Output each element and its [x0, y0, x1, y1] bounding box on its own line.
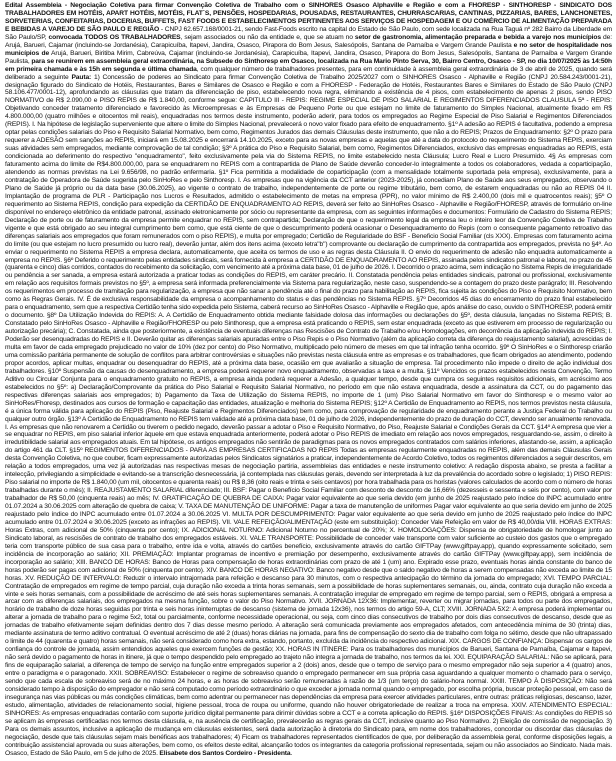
notice-hospitality: e no setor de hospitalidade nos municípios de — [5, 41, 613, 57]
notice-title: Edital Assembleia - Negociação Coletiva para firmar Convenção Coletiva de Trabalho com o SINHORES Osasco Alphaville e Região e com a FHORESP - SINTHORESP - SINDICATO DOS TRABALHADORES EM HOTÉIS, APART HOTÉIS, MOTÉIS, FLAT´S, PENSÕES, HOSPEDARIAS, POUSADAS, RESTAURANTES, CHURRASCARIAS, CANTINAS, PIZZARIAS, BARES, LANCHONETES, SORVETERIAS, CONFEITARIAS, DOCERIAS, BUFFETS, FAST FOODS E ESTABELECIMENTOS PERTINENTES AOS SERVIÇOS DE HOSPEDAGEM E OU COMÉRCIO DE ALIMENTAÇÃO PREPARADA E BEBIDAS A VAREJO DE SÃO PAULO E REGIÃO — [5, 2, 612, 33]
notice-sector: setor de gastronomia, alimentação preparada e bebida a varejo nos municípios — [354, 33, 601, 41]
notice-agenda-label: Pauta: — [71, 73, 92, 81]
assembly-notice — [5, 2, 612, 758]
notice-meeting: para se reunirem em assembleia geral extraordinária, na Subsede do Sinthoresp em Osasco, localizada na Rua Mario Pinto Serva, 30, Bairro Centro, Osasco - SP, no dia 10/07/2025 às 14:50h em primeira chamada e às 15h em segunda e última chamada — [5, 57, 612, 73]
notice-intro: - CNPJ 62.657.168/0001-21, sendo Fast-Foods escrito na capital do Estado de São Paulo, com sede localizada na Rua Taguá nº 282 Bairro da Liberdade em São Paulo/SP, — [5, 25, 612, 41]
notice-body: 1) Concessão de poderes ao Sindicato para firmar Convenção Coletiva de Trabalho 2025/2027 com o SINHORES Osasco - Alphaville e Região (CNPJ 20.584.243/0001-21), designação figurado do Sindicato de Hotéis, Restaurantes, Bares e Similares de Osasco e Região e com a FHORESP - Federação de Hotéis, Restaurantes Bares e Similares do Estado de São Paulo (CNPJ 58.106.477/0001-12), aprofundando as cláusulas que tratam da diferenciação de piso, estabelecendo nova regra, eliminando a existência de 4 pisos, com estabelecimento de apenas 2 pisos, sendo PISO NORMATIVO de R$ 2.090,00 e PISO REPIS de R$ 1.840,00, conforme segue: CAPITULO III - REPIS: REGIME ESPECIAL DE PISO SALARIAL E REGIMENTOS DIFERENCIADOS CLAUSULA 5ª - REPIS: Objetivando conceder tratamento diferenciado e favorecido às Microempresas e às Empresas de Pequeno Porte ou que estejam no limite de faturamento do Simples Nacional, atualmente fixado em R$ 4.800.000,00 (quatro milhões e oitocentos mil reais), enquadradas nos termos deste instrumento, poderão aderir, para todos os empregados ao Regime Especial de Piso Salarial e Regimentos Diferenciados (REPIS). I. Na hipótese de legislação superveniente que altere o limite do Simples Nacional, prevalecerá o novo valor fixado para efeito de enquadramento. §1º A adesão ao REPIS é facultativa, podendo a empresa optar pelas condições salariais do Piso e Requisito Salarial Normativo, bem como, Regimentos Jurados das demais Cláusulas deste instrumento, que não a do REPIS; Prazos de Enquadramento: §2º O prazo para requerer a ADESÃO sem sanções ao REPIS, iniciará em 15.08.2025 e encerrará 14.10.2025, exceto para as novas empresas e aquelas que até a data do protocolo do requerimento do Sistema REPIS, exerciam suas atividades sem empregados, mediante comprovação de tal condição; §3º A prática do Piso e Requisito Salarial, bem como, Regimentos Diferenciados, exclusivo das empresas enquadradas ao REPIS, está condicionada ao deferimento do respectivo "enquadramento", feito exclusivamente pela via do Sistema REPIS, no limite estabelecido nesta Cláusula; Lucro Real e Lucro Presumido. 4§ As empresas com faturamento acima do limite de R$4.800.000,00, para se enquadrarem no REPIS com a contrapartida de Plano de Saúde deverão conceder-lo integralmente a todos os colaboradores, vedada a coparticipação, atendendo as normas previstas na Lei 9.656/98, no padrão enfermaria. §1º Fica permitida a modalidade de coparticipação (com a mensalidade totalmente suportada pela empresa), exclusivamente, para a contratação de Operadora de Saúde sugerida pelo SinHoRes e pelo Sinthoresp. I. As empresas que na vigência da CCT anterior (2023-2025), já concediam Plano de Saúde aos seus empregados, observando o Plano de Saúde já próprio ou da data base (30.06.2025), ao vigente o contrato de trabalho, independentemente de porte ou regime tributário, bem como, de estarem enquadradas ou não ao REPIS 04 II. Implantação de programa de PLR - Participação nos Lucros e Resultados, admitido o estabelecimento de metas na empresa (PPR), no valor mínimo de R$ 2.400,00 (dois mil e quatrocentos reais); §5º O requerimento ao Sistema REPIS, condição para expedição da CERTIDÃO DE ENQUADRAMENTO AO REPIS, deverá ser feito ao SinHoRes Osasco - Alphaville e Região/FHORESP, através de formulário on-line disponível no endereço eletrônico da entidade patronal, assinado eletronicamente por sócio ou representante da empresa, com as seguintes informações e documentos: Formulário de Cadastro do Sistema REPIS; Declaração de porte ou de faturamento da empresa permite enquadrar no REPIS, sem contrapartida; Declaração de que o requerimento legal da empresa leu o inteiro teor da Convenção Coletiva de Trabalho vigente e que está obrigado ao seu integral cumprimento bem como, que está ciente de que o descumprimento poderá ocasionar o Desenquadramento do Repis (com o consequente pagamento retroativo das diferenças salariais aos empregados que foram remunerados com o piso REPIS), e multa por empregado; Certidão de Regularidade do BSF - Beneficio Social Familiar (cls XXX). Empresas com faturamento acima do limite (ou que estejam no lucro presumido ou lucro real), deverão juntar, além dos itens acima (exceto letra"b") comprovante ou declaração de cumprimento da contrapartida aos empregados, prevista no §4º. Ao enviar o requerimento no Sistema REPIS a empresa declara, automaticamente, que aceita os termos de uso e as regras desta Cláusula II. O envio do requerimento de adesão não enquadra automaticamente a empresa no REPIS. §6º Deferido o requerimento pelas entidades sindicais, será fornecida à empresa a CERTIDÃO DE ENQUADRAMENTO AO REPIS, assinada pelos sindicatos patronal e laboral, no prazo de 45 (quarenta e cinco) dias corridos, contados do recebimento da solicitação, com vencimento até a próxima data base, 01 de julho de 2026. I. Decorrido o prazo acima, sem indicação no Sistema Repis de irregularidade ou pendência a ser sanada, a empresa estará autorizada a praticar todas as condições do REPIS, em caráter precário. II. Constatada pendência pelas entidades sindicais, patronal ou profissional, exclusivamente em relação aos requisitos formais previstos no §5º, a empresa será informada preferencialmente via Sistema para regularização, neste caso, suspendendo-se a contagem do prazo deste parágrafo; III. Resolvendo os requerimentos em processo de tramitação para regularização, a empresa que não sanar a pendência até o final do prazo para habilitação ao REPIS, fica sujeita às condições do Piso e Requisito Normativo, bem como às Regras Gerais. IV. É de exclusiva responsabilidade da empresa o acompanhamento do status e das pendências no Sistema REPIS. §7º Decorridos 45 dias do encerramento do prazo final estabelecido para o enquadramento, sem que a respectiva Certidão tenha sido expedida pelo Sistema, caberá recurso ao SinHoRes Osasco - Alphaville e Região que, após análise do caso, ouvido o SINTHORESP, poderá emitir o documento. §8º Da Utilização Indevida do REPIS: A. A Certidão de Enquadramento obtida mediante falsidade dolosa das informações ou declarações do §5º, desta cláusula, lançadas no Sistema REPIS; B. Constatado pelo SinHoRes Osasco - Alphaville e Região/FHORESP ou pelo Sinthoresp, que a empresa está praticando o REPIS, sem estar enquadrada (exceto as que estiverem em processo de regularização ou autorização precária); C. Constatada, ainda que posteriormente, a existência de eventuais diferenças nas Rescisões de Contrato de Trabalho e/ou Homologações, em decorrência da aplicação indevida do REPIS; I. Poderão ser desenquadradas do REPIS e II. Deverão quitar as diferenças salariais apuradas entre o Piso Repis e o Piso Normativo (além da aplicação correta da diferença do reajustamento salarial), acrescidas de multa em favor de cada empregado prejudicado no valor de 10% (dez por cento) do Piso Normativo, multiplicado pelo número de meses em que tal infração tenha ocorrido. §9º O SinHoRes e o Sinthoresp criarão uma comissão paritária permanente de solução de conflitos para arbitrar controvérsias e situações não previstas nesta cláusula entre as empresas e os trabalhadores, que ficam obrigados ao atendimento, podendo propor acordos, aplicar multas, enquadrar ou desenquadrar do REPIS, até a próxima data base, ocasião em que avaliarão a situação de empresa. Tal procedimento não impede o direito de ação individual dos trabalhadores. §10º Suspensão da causas do desenquadramento, a empresa poderá requerer novo enquadramento, observadas a taxa e a multa. §11º Vencidos os prazos estabelecidos nesta Convenção, Termo Aditivo ou Circular Conjunta para o enquadramento gratuito no REPIS, a empresa ainda poderá requerer a Adesão, a qualquer tempo, desde que cumpra os seguintes requisitos adicionais, em acréscimo aos estabelecidos no §5º: a) Declaração/Comprovante da prática do Piso Salarial e Requisito Salarial Normativo, no período em que não estava enquadrada, desde a assinatura da CCT, ou do pagamento das respectivas diferenças salariais aos empregados; b) Pagamento da Taxa de Utilização do Sistema REPIS, no importe de 1 (um) Piso Salarial Normativo em favor do Sinthoresp e o mesmo valor ao SinHoRes/Fhoresp, destinados aos cursos de formação e capacitação das entidades, atualização e melhoria do Sistema REPIS; §12º A Certidão de Enquadramento ao REPIS, nos termos previstos nesta cláusula, é a única forma válida para aplicação do REPIS (Piso, Reajuste Salarial e Regimentos Diferenciados) bem como, para comprovação de regularidade de enquadramento perante a Justiça Federal do Trabalho ou qualquer outro órgão. §13º A Certidão de Enquadramento no REPIS tem validade até a próxima data base, 01 de julho de 2026, independentemente do prazo de duração do CCT, devendo ser anualmente renovada. I. As empresas que não renovarem a Certidão ou tiverem o pedido negado, deverão passar a adotar o Piso e Requisito Normativo, do Piso, Reajuste Salarial e Condições Gerais da CCT. §14º A empresa que vier a se enquadrar no REPIS, em piso salarial inferior àquele em que estava enquadrada anteriormente, poderá adotar o Piso REPIS de imediato em relação aos novos empregados, resguardando-se, assim, o direito à irredutibilidade salarial aos empregados atuais. Em tal hipótese, os antigos empregados não sentirão de paradigmas para os novos empregados contratados com salários inferiores, afastando-se, assim, a aplicação do artigo 461 da CLT. §15º REGIMENTOS DIFERENCIADOS - PARA AS EMPRESAS CERTIFICADAS NO REPIS Todas as empresas regularmente enquadradas no REPIS, além das demais Cláusulas Gerais desta Convenção Coletiva, no que couber, ficam expressamente autorizadas pelos Sindicatos signatários a praticar, independentemente de Acordo Coletivo, todos os regimentos diferenciados a seguir descritos, em relação a todos empregados, uma vez já autorizadas nas respectivas mesas de negociação partiria, assembleias das entidades e neste instrumento coletivo: A redação disposta abaixo, se presta a facilitar a intelecção, privilegiando a simplicidade e evitando-se a transcrição desnecessária, já contemplada nas cláusulas gerais, devendo ser interpretada à luz da prevalência do acordado sobre o legislado; 1) PISO REPIS: Piso salarial no importe de R$ 1.840,00 (um mil, oitocentos e quarenta reais) ou R$ 8,36 (oito reais e trinta e seis centavos) por hora trabalhada para os horistas (valores calculados de acordo com o número de horas trabalhadas durante o mês); II. REAJUSTAMENTO SALARIAL diferenciado; III. BSF: Pagar o Benefício Social Familiar com desconto de desconto de 16,66% (dezesseis e sessenta e seis por cento), com valor por trabalhador de R$ 50,00 (cinquenta reais) ao mês; IV. GRATIFICAÇÃO DE QUEBRA DE CAIXA: Pagar valor equivalente ao que seria devido (em junho de 2025 reajustado pelo índice do INPC acumulado entre 01.07.2024 a 30.06.2025 com alteração de quebra de caixa; V. TAXA DE MANUTENÇÃO DE UNIFORME: Pagar a taxa de manutenção de uniformes Pagar valor equivalente ao que seria devido em junho de 2025 reajustado pelo índice do INPC acumulado entre 01.07.2024 a 30.06.2025 VI. MULTA POR DESCUMPRIMENTO: Pagar valor equivalente ao que seria devido em junho de 2025 reajustado pelo índice do INPC acumulado entre 01.07.2024 e 30.06.2025 (exceto as infrações ao REPIS). VII. VALE REFEIÇÃO/ALIMENTAÇÃO (este em substituição): Conceder Vale Refeição em valor de R$ 40,00/dia VIII. HORAS EXTRAS: Horas Extras, com adicional de 50% (cinquenta por cento); IX. ADICIONAL NOTURNO: Adicional Noturno no percentual de 20%; X. HOMOLOGAÇÕES: Dispensa de obrigatoriedade de homologar junto ao Sindicato laboral, as rescisões de contrato de trabalho dos empregados estáveis. XI. VALE TRANSPORTE: Possibilidade de conceder vale transporte com valor suficiente ao custeio dos gastos que o empregado teria com transporte público de sua casa para o trabalho, entre ida e volta, através do cartões benefício, exclusivamente através do cartão GIFTPay (www.giftpay.app), quando expressamente solicitado, sem incidência de incorporação ao salário; XII. PREMIAÇÃO: Implantar programas de incentivo e premiação por desempenho, exclusivamente através do cartão GIFTPay (www.giftpay.app), sem incidência de incorporação ao salário; XIII. BANCO DE HORAS: Banco de Horas para compensação de horas extraordinárias com prazo de até 1 (um) ano. Expirado esse prazo, eventuais horas ainda constante do banco de horas poderão ser pagas com adicional de 50% (cinquenta por cento). XIV. BANCO DE HORAS NEGATIVO: Banco negativo desde que o saldo negativo de horas a serem compensadas não exceda ao limite de 15 horas. XV. REDUÇÃO DE INTERVALO: Reduzir o intervalo intrajornada para refeição e descanso para 30 minutos, com o respectiva antecipação do término da jornada do empregado; XVI. TEMPO PARCIAL: Contratação de empregados em regime de tempo parcial, cuja duração não exceda a trinta horas semanais, sem a possibilidade de horas suplementares semanais, ou, ainda, contrato cuja duração não exceda a vinte e seis horas semanais, com a possibilidade de acréscimo de até seis horas suplementares semanais. A contratação irregular de empregado em regime de tempo parcial, sem o REPIS, obrigará a empresa a arcar com as diferenças salariais, dos empregados na mesma função, sobre o valor do Piso Normativo. XVII. JORNADA 12X36: Implementar, reverter ou migrar jornadas, para todos ou parte dos empregados, horário de trabalho de doze horas seguidas por trinta e seis horas ininterruptas de descanso (sistema de jornada 12x36), nos termos do artigo 59-A, CLT; XVIII. JORNADA 5X2: A empresa poderá implementar ou alterar a jornada de trabalho para o regime 5x2, total ou parcialmente, conforme necessidade operacional, ou seja, com cinco dias consecutivos de trabalho por dois dias consecutivos de descanso, desde que as jornadas de trabalho efetivamente sejam definidas dentro dos 7 dias desse mesmo período. A alteração será comunicada previamente aos empregados afetados, com antecedência mínima de 30 (trinta) dias, mediante assinatura de termo aditivo contratual. O eventual acréscimo de até 2 (duas) horas diárias na jornada, para fins de compensação do sexto dia de trabalho com folga no sétimo, desde que não ultrapassado o limite de 44 (quarenta e quatro) horas semanais, não será considerado como hora extra, estando, portanto, excluída da incidência do respectivo adicional. XIX. CARGOS DE CONFIANÇA: Dispensar os cargos de confiança do controle de jornada, assim entendidos aqueles que exercem funções de gestão; XX. HORAS IN ITINERE: Para os trabalhadores dos municípios de Barueri, Santana de Parnaíba, Cajamar e Itapevi, não será devido o pagamento de horas in itinere, já que o tempo despendido pelo empregado ao trajeto não integra a jornada de trabalho, nos termos da lei. XXI. EQUIPARAÇÃO SALARIAL: Não se aplicará, para fins de equiparação salarial, a diferença de tempo de serviço na função entre empregados superior a 2 (dois) anos, desde que o tempo de serviço para o mesmo empregador não seja superior a 4 (quatro) anos, entre o paradigma e o paragonado. XXII. SOBREAVISO: Estabelecer o regime de sobreaviso quando o empregado permanecer em sua própria casa aguardando a qualquer momento o chamado para o serviço, sendo que cada escala de sobreaviso será de no máximo 24 horas, e as horas de sobreaviso serão remuneradas à razão de 1/3 (um terço) do salário-hora normal. XXIII. TEMPO À DISPOSIÇÃO: Não será considerado tempo à disposição do empregador e não será computado como período extraordinário o que exceder a jornada normal quando o empregado, por escolha própria, buscar proteção pessoal, em caso de insegurança nas vias públicas ou más condições climáticas, bem como adentrar ou permanecer nas dependências da empresa para exercer atividades particulares, entre outras: práticas religiosas, descanso, lazer, estudo, alimentação, atividades de relacionamento social, higiene pessoal, troca de roupa ou uniforme, quando não houver obrigatoriedade de realizar a troca na empresa. XXIV. ATENDIMENTO ESPECIAL: SINHORES: As empresas enquadradas contarão com suporte jurídico digital permanente para dirimir dúvidas sobre a CCT e a correta aplicação do REPIS. §16º DISPOSIÇÕES FINAIS: As condições do REPIS só se aplicam às empresas certificadas nos termos desta cláusula, e, na ausência de certificação, prevalecerão as regras gerais da CCT, inclusive quanto ao Piso Normativo. 2) Eleição de comissão de negociação. 3) Para os demais assuntos, inclusive a aplicação de mudança em cláusulas existentes, será dada autorização à diretoria do Sindicato para, em nome dos trabalhadores, concordar ou discordar das cláusulas de negociação, desde que tais cláusulas sejam mais benéficas aos trabalhadores; 4) Ficam os trabalhadores representados cientificados de que, por deliberação da assembleia geral, conforme disposições legais, a contribuição assistencial aprovada ou suas alterações, bem como, os efeitos deste edital, alcançarão todos os integrantes da categoria profissional representada, sejam ou não associados ao Sindicato. Nada mais. Osasco, Estado de São Paulo, em 5 de julho de 2025. — [5, 73, 613, 757]
notice-closing: . — [290, 749, 293, 757]
notice-municipalities-a: de: Arujá, Barueri, Cajamar (incluindo-se Jordanésia), Carapicuíba, Itapevi, Jandira, Osasco, Pirapora do Bom Jesus, Salesópolis, Santana de Parnaíba e Vargem Grande Paulista — [5, 33, 612, 49]
notice-agenda-intro: , com qualquer número de trabalhadores presentes, para em continuidade à assembleia geral extraordinária de 3 de abril de 2025, quando será deliberado a seguinte — [5, 65, 612, 81]
notice-municipalities-b: Arujá, Barueri, Biritiba Mirim, Cabreúva, Cajamar (incluindo-se Jordanésia), Carapicuíba, Itapevi, Jandira, Osasco, Pirapora do Bom Jesus, Salesópolis, Santana de Parnaíba e Vargem Grande Paulista, — [5, 49, 612, 65]
notice-signature: Elisabete dos Santos Cordeiro - Presidenta — [159, 749, 291, 757]
notice-convocation: convocada TODOS OS TRABALHADORES — [48, 33, 181, 41]
notice-categories-intro: , sejam associados ou não da entidade e, que se atuam no — [180, 33, 355, 41]
